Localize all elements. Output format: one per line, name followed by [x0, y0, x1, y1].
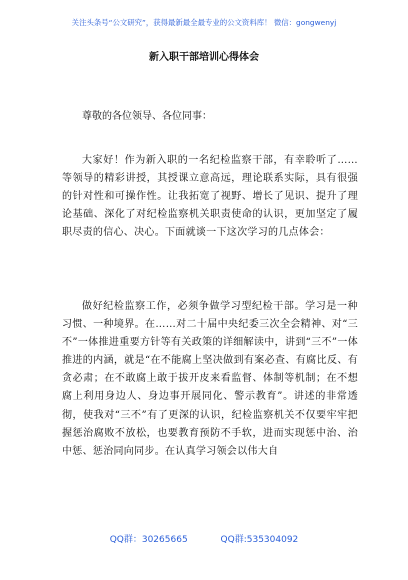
paragraph-intro: 大家好！作为新入职的一名纪检监察干部，有幸聆听了……等领导的精彩讲授，其授课立意高远，理论联系实际，具有很强的针对性和可操作性。让我拓宽了视野、增长了见识、提升了理论基础、深化了对纪检监察机关职责使命的认识，更加坚定了履职尽责的信心、决心。下面就谈一下这次学习的几点体会： [62, 155, 358, 239]
header-banner: 关注头条号“公文研究”，获得最新最全最专业的公文资料库！ 微信：gongwenyj [71, 18, 337, 27]
footer-qq-group-2: QQ群:535304092 [220, 535, 299, 545]
document-title: 新入职干部培训心得体会 [149, 52, 259, 63]
paragraph-learning: 做好纪检监察工作，必须争做学习型纪检干部。学习是一种习惯、一种境界。在……对二十届中央纪委三次全会精神、对“三不”一体推进重要方针等有关政策的详细解读中，讲到“三不”一体推进的内涵，就是“在不能腐上坚决做到有案必查、有腐比反、有贪必肃；在不敢腐上敢于拔开皮来看监督、体制等机制；在不想腐上利用身边人、身边事开展同化、警示教育”。讲述的非常透彻，使我对“三不”有了更深的认识，纪检监察机关不仅要牢牢把握惩治腐败不放松，也要教育预防不手软，进而实现惩中治、治中惩、惩治同向同步。在认真学习领会以伟大自 [62, 301, 358, 457]
footer-contacts [0, 534, 408, 546]
footer-qq-group-1: QQ群：30265665 [109, 535, 188, 545]
salutation: 尊敬的各位领导、各位同事： [82, 111, 212, 122]
